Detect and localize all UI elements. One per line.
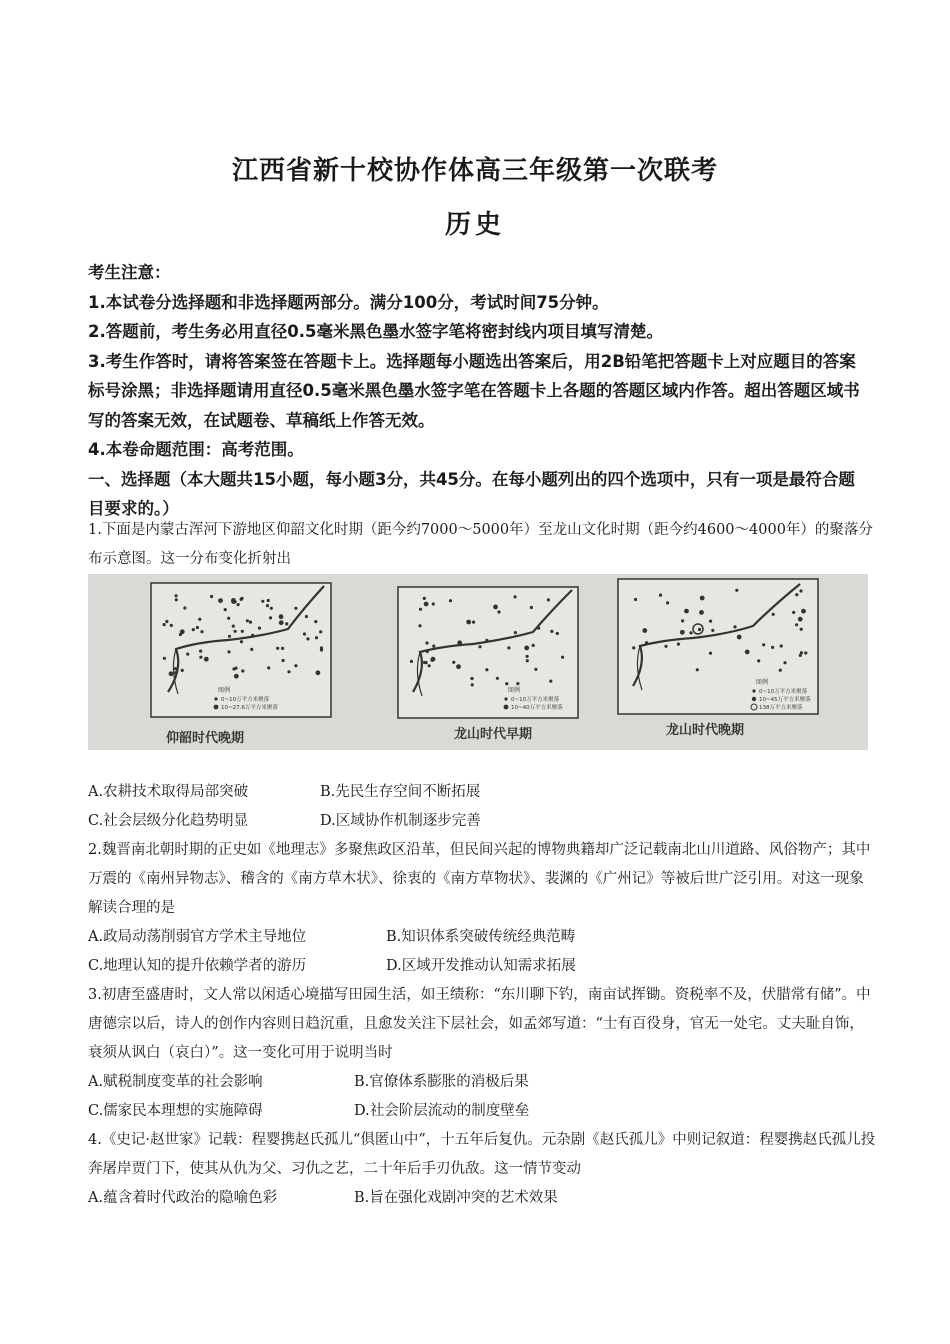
question-1-stem: 1.下面是内蒙古浑河下游地区仰韶文化时期（距今约7000～5000年）至龙山文化时期（距今约4600～4000年）的聚落分布示意图。这一分布变化折射出	[88, 522, 873, 567]
settlement-dot	[305, 615, 308, 618]
settlement-dot	[251, 634, 254, 637]
settlement-dot	[315, 636, 318, 639]
settlement-dot	[246, 619, 249, 622]
map3-legend-title: 图例	[756, 679, 769, 686]
settlement-dot	[287, 670, 290, 673]
q3-option-a[interactable]: A.赋税制度变革的社会影响	[88, 1074, 263, 1090]
settlement-dot	[314, 620, 317, 623]
question-1-options	[88, 778, 481, 836]
settlement-dot	[224, 608, 227, 611]
settlement-dot	[269, 616, 272, 619]
settlement-dot	[642, 628, 647, 633]
settlement-dot	[227, 650, 230, 653]
settlement-dot	[423, 661, 426, 664]
settlement-map-figure	[88, 574, 868, 750]
section-heading: 一、选择题（本大题共15小题，每小题3分，共45分。在每小题列出的四个选项中，只有一项是最符合题目要求的。）	[88, 469, 855, 518]
settlement-dot	[306, 637, 309, 640]
settlement-dot	[170, 624, 173, 627]
subject-title: 历史	[444, 210, 505, 240]
settlement-dot	[285, 622, 288, 625]
notice-block	[88, 258, 868, 524]
settlement-dot	[783, 661, 786, 664]
settlement-dot	[516, 682, 519, 685]
settlement-dot	[680, 630, 685, 635]
notice-item-2: 2.答题前，考生务必用直径0.5毫米黑色墨水签字笔将密封线内项目填写清楚。	[88, 322, 663, 341]
settlement-dot	[779, 669, 782, 672]
settlement-dot	[799, 654, 802, 657]
settlement-dot	[496, 677, 499, 680]
map3-legend-3: 138万平方米聚落	[759, 705, 803, 711]
settlement-dot	[240, 640, 243, 643]
settlement-dot	[249, 621, 252, 624]
settlement-dot	[267, 666, 270, 669]
settlement-dot	[410, 660, 413, 663]
settlement-dot	[696, 668, 699, 671]
q3-option-c[interactable]: C.儒家民本理想的实施障碍	[88, 1103, 263, 1119]
settlement-dot	[281, 647, 284, 650]
settlement-dot	[198, 618, 201, 621]
settlement-dot	[733, 625, 736, 628]
settlement-dot	[320, 648, 323, 651]
settlement-dot	[659, 594, 662, 597]
settlement-dot	[709, 620, 712, 623]
settlement-dot	[537, 627, 540, 630]
map2-caption: 龙山时代早期	[454, 727, 533, 742]
settlement-dot	[677, 643, 680, 646]
exam-title: 江西省新十校协作体高三年级第一次联考	[231, 156, 718, 186]
question-2-options	[88, 923, 576, 981]
settlement-maps	[88, 574, 868, 750]
notice-item-4: 4.本卷命题范围：高考范围。	[88, 440, 304, 459]
settlement-dot	[561, 656, 564, 659]
settlement-dot	[534, 668, 537, 671]
settlement-dot	[279, 620, 284, 625]
settlement-dot	[493, 605, 498, 610]
settlement-dot	[174, 667, 177, 670]
settlement-dot	[432, 645, 435, 648]
question-4-options	[88, 1184, 558, 1213]
settlement-dot	[282, 659, 285, 662]
settlement-dot	[431, 659, 434, 662]
settlement-dot	[556, 632, 559, 635]
settlement-dot	[699, 610, 704, 615]
settlement-dot	[698, 628, 701, 631]
settlement-dot	[165, 620, 168, 623]
settlement-dot	[530, 606, 533, 609]
settlement-dot	[267, 599, 270, 602]
question-4-stem: 4.《史记·赵世家》记载：程婴携赵氏孤儿“俱匿山中”，十五年后复仇。元杂剧《赵氏孤儿》中则记叙道：程婴携赵氏孤儿投奔屠岸贾门下，使其从仇为父、习仇之艺，二十年后手刃仇敌。这一情节变动	[88, 1132, 876, 1177]
settlement-dot	[210, 595, 213, 598]
settlement-dot	[423, 597, 426, 600]
settlement-dot	[689, 631, 692, 634]
settlement-dot	[196, 626, 199, 629]
settlement-dot	[428, 664, 431, 667]
settlement-dot	[711, 629, 714, 632]
settlement-dot	[772, 613, 775, 616]
settlement-dot	[218, 598, 223, 603]
settlement-dot	[735, 589, 738, 592]
map3-caption: 龙山时代晚期	[666, 723, 745, 738]
map3-legend-1: 0~10万平方米聚落	[759, 689, 808, 695]
question-3-options	[88, 1068, 529, 1126]
settlement-dot	[426, 650, 429, 653]
q2-option-d[interactable]: D.区域开发推动认知需求拓展	[386, 958, 576, 974]
settlement-dot	[547, 598, 550, 601]
settlement-dot	[240, 598, 243, 601]
settlement-dot	[497, 610, 500, 613]
settlement-dot	[234, 674, 239, 679]
settlement-dot	[432, 602, 435, 605]
settlement-dot	[294, 607, 297, 610]
settlement-dot	[232, 667, 235, 670]
question-2-stem: 2.魏晋南北朝时期的正史如《地理志》多聚焦政区沿革，但民间兴起的博物典籍却广泛记载南北山川道路、风俗物产；其中万震的《南州异物志》、稽含的《南方草木状》、徐衷的《南方草物状》、裴渊的《广州记》等被后世广泛引用。对这一现象解读合理的是	[88, 842, 871, 916]
question-3-stem: 3.初唐至盛唐时，文人常以闲适心境描写田园生活，如王绩称：“东川聊下钓，南亩试挥锄。资税率不及，伏腊常有储”。中唐德宗以后，诗人的创作内容则日趋沉重，且愈发关注下层社会，如孟郊写道：“士有百役身，官无一处宅。丈夫耻自饰，衰须从讽白（哀白）”。这一变化可用于说明当时	[88, 987, 871, 1061]
settlement-dot	[745, 650, 750, 655]
settlement-dot	[237, 603, 240, 606]
settlement-dot	[241, 630, 244, 633]
q4-option-a[interactable]: A.蕴含着时代政治的隐喻色彩	[88, 1190, 278, 1206]
settlement-dot	[700, 596, 705, 601]
settlement-dot	[425, 641, 428, 644]
settlement-dot	[632, 646, 635, 649]
settlement-dot	[234, 630, 237, 633]
settlement-dot	[228, 635, 231, 638]
settlement-dot	[792, 611, 795, 614]
settlement-dot	[175, 594, 178, 597]
settlement-dot	[449, 599, 452, 602]
map2-legend-2: 10~40万平方米聚落	[511, 705, 563, 711]
settlement-dot	[514, 631, 517, 634]
settlement-dot	[505, 682, 508, 685]
settlement-dot	[174, 671, 177, 674]
settlement-dot	[316, 670, 321, 675]
settlement-dot	[424, 602, 429, 607]
notice-heading: 考生注意：	[88, 263, 171, 282]
settlement-dot	[507, 646, 510, 649]
settlement-dot	[514, 595, 517, 598]
settlement-dot	[737, 635, 742, 640]
map2-legend-1: 0~10万平方米聚落	[511, 697, 560, 703]
q2-option-b[interactable]: B.知识体系突破传统经典范畴	[386, 929, 576, 945]
settlement-dot	[418, 624, 421, 627]
settlement-dot	[800, 628, 803, 631]
settlement-dot	[241, 669, 244, 672]
map1-legend-2: 10~27.6万平方米聚落	[221, 705, 278, 711]
settlement-dot	[270, 607, 273, 610]
settlement-dot	[780, 644, 783, 647]
settlement-dot	[294, 664, 297, 667]
q3-option-d[interactable]: D.社会阶层流动的制度壁垒	[354, 1103, 530, 1119]
settlement-dot	[532, 644, 535, 647]
settlement-dot	[471, 683, 474, 686]
settlement-dot	[795, 593, 798, 596]
q1-option-b[interactable]: B.先民生存空间不断拓展	[320, 784, 481, 800]
map1-legend-title: 图例	[218, 687, 231, 694]
settlement-dot	[419, 608, 422, 611]
settlement-dot	[169, 671, 174, 676]
settlement-dot	[524, 646, 529, 651]
settlement-dot	[799, 589, 802, 592]
settlement-dot	[681, 619, 684, 622]
settlement-dot	[456, 664, 461, 669]
settlement-dot	[771, 646, 774, 649]
settlement-dot	[526, 659, 529, 662]
settlement-dot	[192, 628, 195, 631]
settlement-dot	[804, 651, 807, 654]
settlement-dot	[175, 598, 178, 601]
settlement-dot	[485, 668, 488, 671]
settlement-dot	[163, 657, 166, 660]
settlement-dot	[526, 655, 529, 658]
settlement-dot	[258, 627, 261, 630]
settlement-dot	[645, 641, 648, 644]
settlement-dot	[232, 625, 235, 628]
settlement-dot	[303, 632, 306, 635]
settlement-dot	[231, 598, 236, 603]
settlement-dot	[452, 661, 455, 664]
settlement-dot	[181, 669, 184, 672]
settlement-dot	[204, 657, 209, 662]
settlement-dot	[179, 633, 182, 636]
settlement-dot	[199, 656, 202, 659]
settlement-dot	[199, 650, 202, 653]
settlement-dot	[485, 639, 488, 642]
map-yangshao-late	[151, 583, 331, 746]
settlement-dot	[319, 630, 322, 633]
q3-option-b[interactable]: B.官僚体系膨胀的消极后果	[354, 1074, 529, 1090]
map3-legend-2: 10~45万平方米聚落	[759, 697, 811, 703]
q2-option-a[interactable]: A.政局动荡削弱官方学术主导地位	[88, 929, 307, 945]
map-longshan-late	[618, 579, 818, 738]
settlement-dot	[250, 648, 253, 651]
notice-item-1: 1.本试卷分选择题和非选择题两部分。满分100分，考试时间75分钟。	[88, 292, 609, 312]
settlement-dot	[666, 601, 669, 604]
settlement-dot	[549, 680, 552, 683]
map1-caption: 仰韶时代晚期	[166, 731, 245, 746]
settlement-dot	[709, 652, 712, 655]
q1-option-a[interactable]: A.农耕技术取得局部突破	[88, 784, 249, 800]
q1-option-d[interactable]: D.区域协作机制逐步完善	[320, 813, 481, 829]
q1-option-c[interactable]: C.社会层级分化趋势明显	[88, 813, 249, 829]
settlement-dot	[798, 617, 803, 622]
settlement-dot	[757, 659, 760, 662]
settlement-dot	[795, 623, 798, 626]
settlement-dot	[634, 598, 637, 601]
settlement-dot	[472, 621, 475, 624]
map1-legend-1: 0~10万平方米聚落	[221, 697, 270, 703]
settlement-dot	[801, 609, 806, 614]
settlement-dot	[684, 609, 689, 614]
q4-option-b[interactable]: B.旨在强化戏剧冲突的艺术效果	[354, 1190, 558, 1206]
settlement-dot	[163, 623, 166, 626]
notice-item-3: 3.考生作答时，请将答案签在答题卡上。选择题每小题选出答案后，用2B铅笔把答题卡上对应题目的答案标号涂黑；非选择题请用直径0.5毫米黑色墨水签字笔在答题卡上各题的答题区域内作答。超出答题区域书写的答案无效，在试题卷、草稿纸上作答无效。	[88, 351, 860, 430]
settlement-dot	[276, 647, 279, 650]
settlement-dot	[183, 606, 186, 609]
settlement-dot	[279, 614, 284, 619]
settlement-dot	[186, 653, 189, 656]
settlement-dot	[466, 620, 471, 625]
settlement-dot	[470, 677, 473, 680]
q2-option-c[interactable]: C.地理认知的提升依赖学者的游历	[88, 958, 307, 974]
settlement-dot	[200, 630, 203, 633]
settlement-dot	[266, 604, 269, 607]
map-longshan-early	[398, 587, 578, 742]
settlement-dot	[261, 600, 264, 603]
settlement-dot	[478, 645, 481, 648]
settlement-dot	[457, 640, 462, 645]
settlement-dot	[550, 630, 553, 633]
settlement-dot	[664, 645, 667, 648]
settlement-dot	[227, 617, 230, 620]
map2-legend-title: 图例	[508, 687, 521, 694]
settlement-dot	[762, 643, 765, 646]
